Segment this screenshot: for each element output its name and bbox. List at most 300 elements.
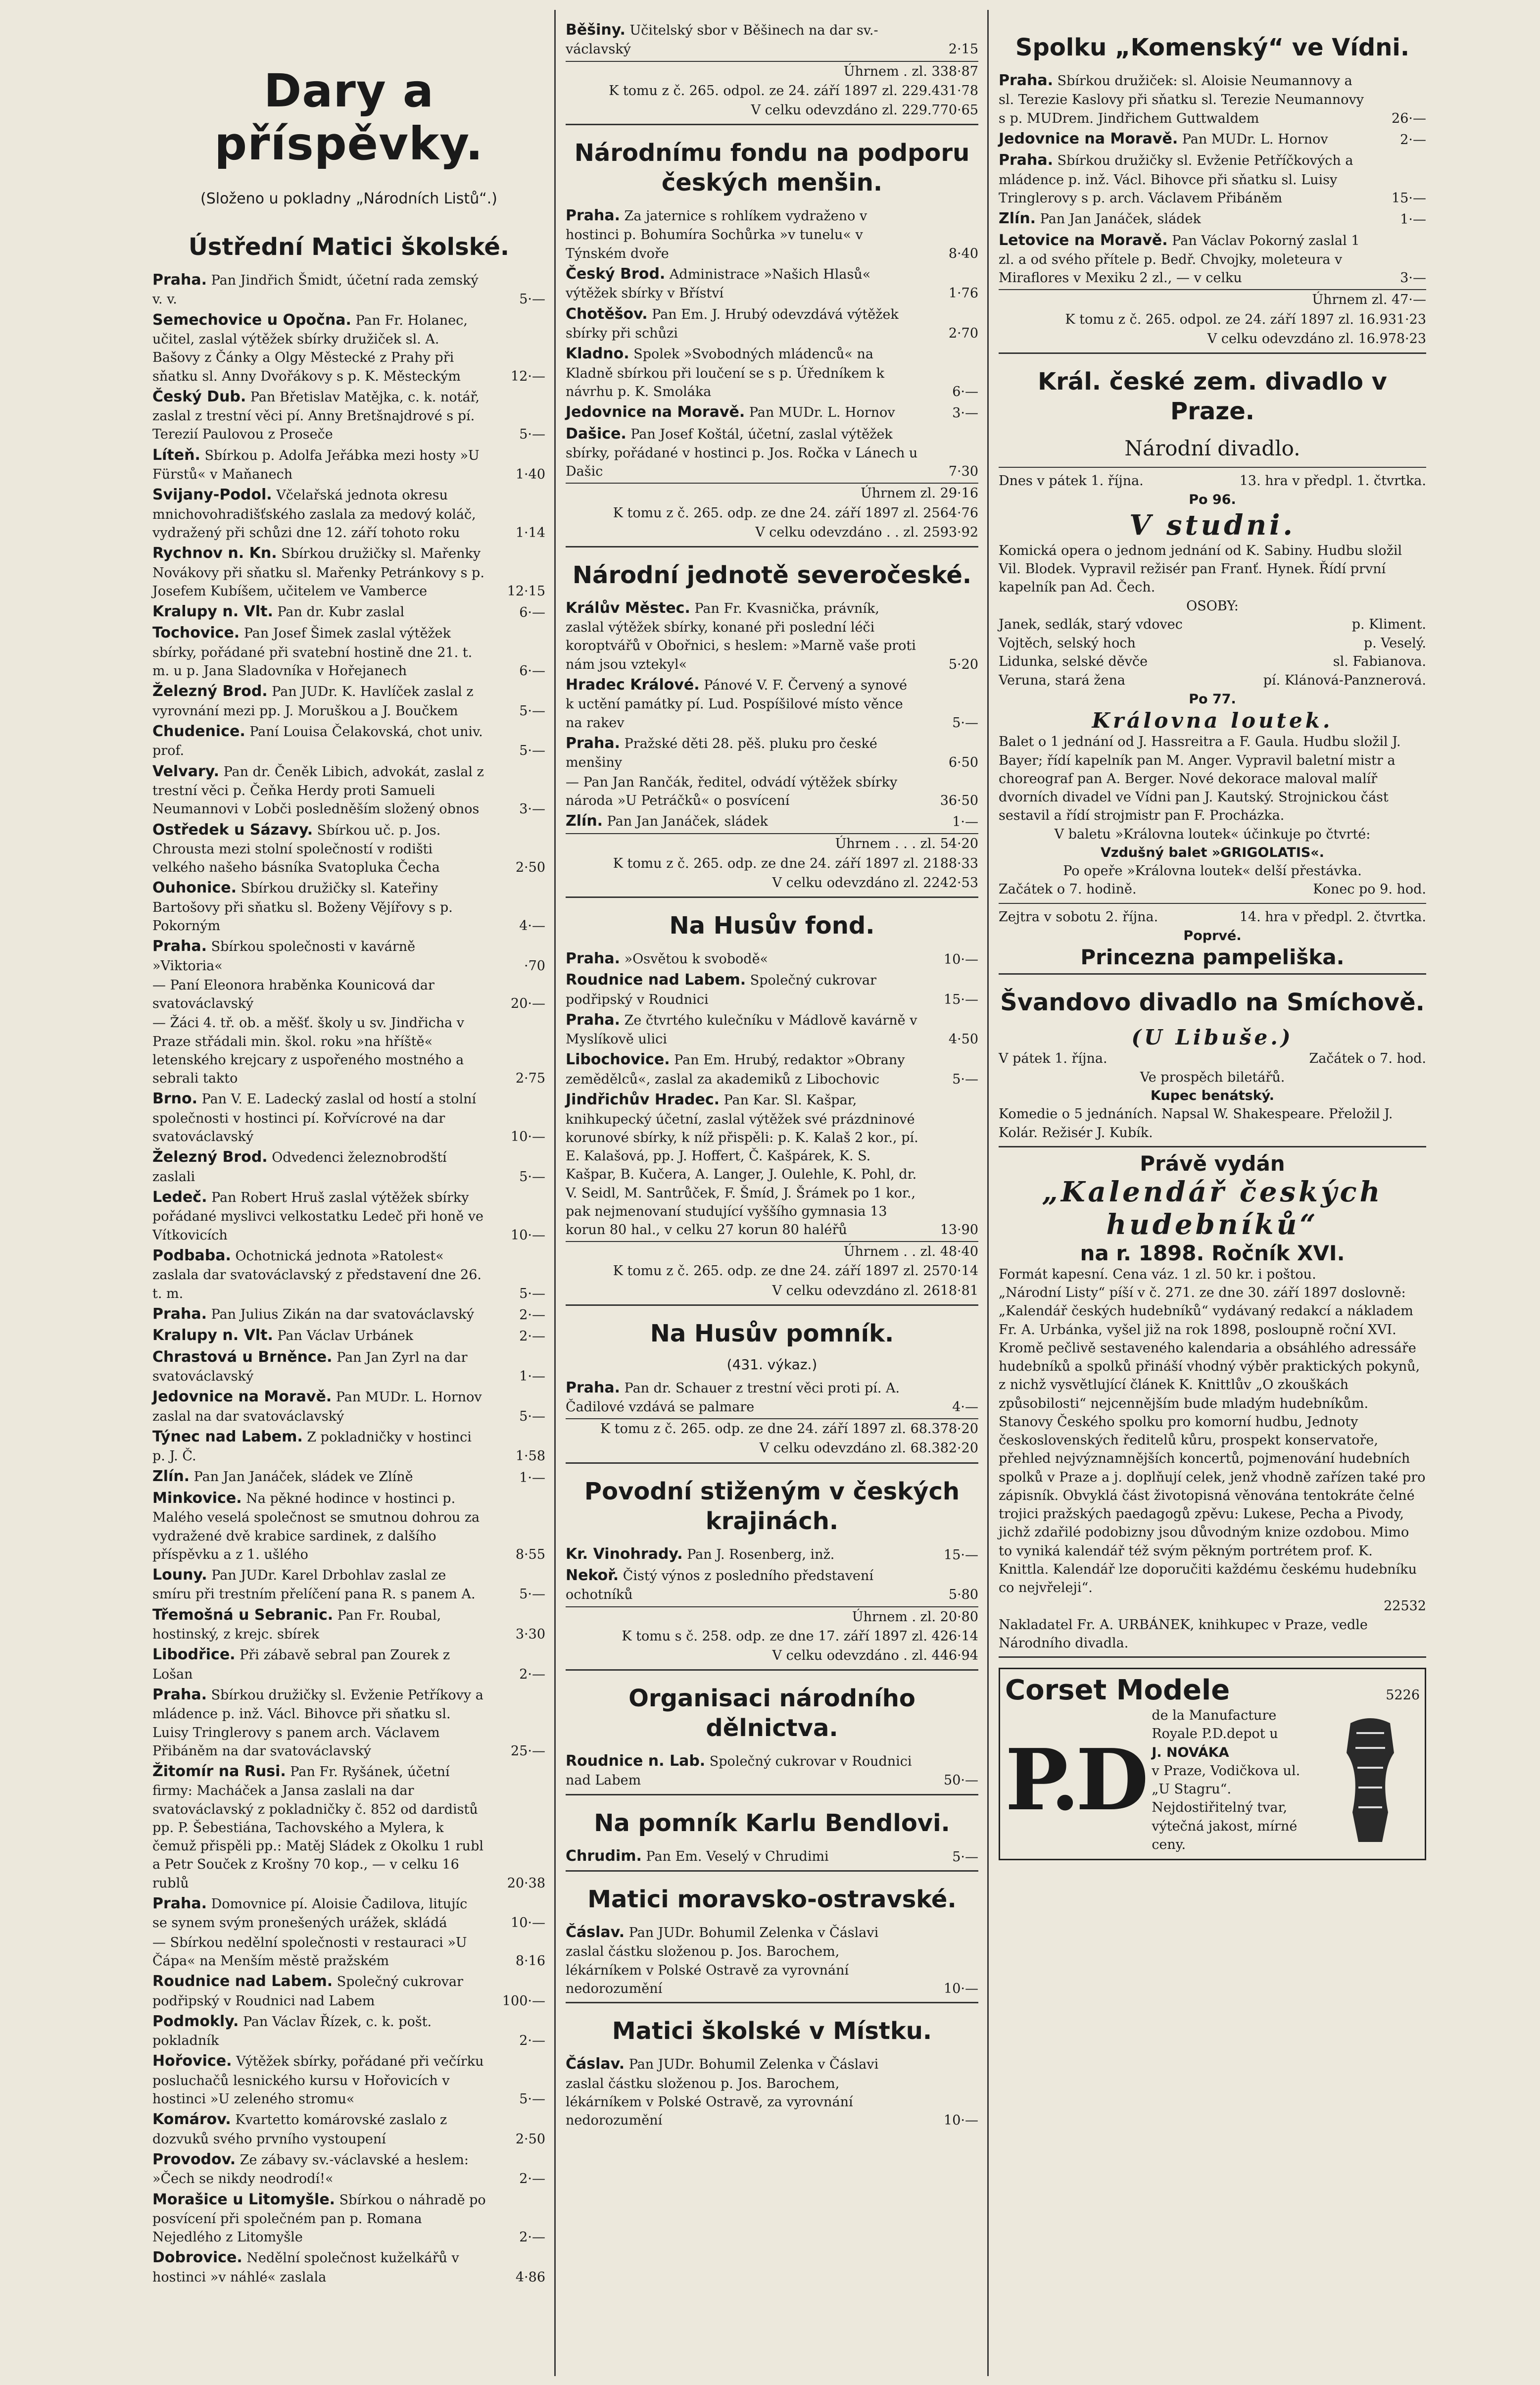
entry-text: Společný cukrovar podřipský v Roudnici	[566, 973, 877, 1007]
entry-place: Velvary.	[152, 762, 219, 780]
divider	[999, 973, 1426, 975]
sum-line	[566, 1241, 978, 1261]
entry-amount: 2·—	[519, 1666, 545, 1682]
entry-amount: 12·—	[511, 368, 545, 384]
entry-text: Výtěžek sbírky, pořádané při večírku posluchačů lesnického kursu v Hořovicích v hostinci »U zeleného stromu«	[152, 2054, 484, 2107]
sum-line	[999, 289, 1426, 309]
donation-entry	[152, 1934, 545, 1971]
entry-place: Jedovnice na Moravě.	[999, 130, 1178, 148]
divider	[566, 124, 978, 125]
column-notices	[990, 0, 1435, 2385]
play2-description: Balet o 1 jednání od J. Hassreitra a F. Gaula. Hudbu složil J. Bayer; řídí kapelník pan M. Anger. Vypravil baletní mistr a choreograf pan A. Berger. Nové dekorace maloval malíř dvorních divadel ve Vídni pan J. Kautský. Strojnickou část sestavil a řídí strojmistr pan F. Procházka.	[999, 734, 1401, 824]
cast-role: Vojtěch, selský hoch	[999, 635, 1136, 651]
sum-value: 20·80	[940, 1609, 978, 1625]
entry-amount: 20·—	[511, 996, 545, 1012]
donation-entry	[566, 1378, 978, 1417]
sum-label: V celku odevzdáno zl.	[772, 875, 919, 891]
entry-text: Nedělní společnost kuželkářů v hostinci »v náhlé« zaslala	[152, 2250, 459, 2285]
entry-text: — Sbírkou nedělní společnosti v restauraci »U Čápa« na Menším městě pražském	[152, 1935, 467, 1969]
sum-label: V celku odevzdáno . . zl.	[755, 524, 919, 540]
entry-text: Ze čtvrtého kulečníku v Mádlově kavárně v Myslíkově ulici	[566, 1012, 917, 1047]
entry-place: Týnec nad Labem.	[152, 1428, 303, 1445]
entry-text: Pan MUDr. L. Hornov zaslal na dar svatováclavský	[152, 1390, 482, 1424]
donation-entry	[999, 208, 1426, 229]
kalendar-code: 22532	[1384, 1598, 1426, 1614]
entry-text: Pan JUDr. Karel Drbohlav zaslal ze smíru při trestním přelíčení pana R. s panem A.	[152, 1568, 476, 1602]
page-title: Dary a příspěvky.	[214, 64, 483, 170]
donation-list	[152, 270, 545, 2286]
entry-text: Pan JUDr. Bohumil Zelenka v Čáslavi zaslal částku složenou p. Jos. Barochem, lékárníkem v Polské Ostravě za vyrovnání nedorozumění	[566, 1925, 879, 1996]
kalendar-pre: Právě vydán	[1140, 1151, 1285, 1176]
entry-place: Dobrovice.	[152, 2249, 242, 2267]
donation-entry	[152, 445, 545, 484]
entry-amount: 1·58	[515, 1448, 545, 1464]
entry-place: Praha.	[152, 938, 207, 955]
entry-text: Pan Břetislav Matějka, c. k. notář, zaslal z trestní věci pí. Anny Bretšnajdrové s pí. Terezií Paulovou z Proseče	[152, 389, 480, 443]
donation-entry	[566, 1544, 978, 1564]
sum-label: K tomu z č. 265. odpol. ze 24. září 1897 zl.	[1065, 311, 1354, 327]
top-entry	[566, 20, 978, 59]
sum-line	[999, 329, 1426, 348]
entry-place: Chotěšov.	[566, 305, 648, 323]
entry-place: Hradec Králové.	[566, 676, 700, 694]
entry-amount: 2·50	[515, 860, 545, 876]
entry-place: Český Dub.	[152, 388, 246, 405]
sum-label: V celku odevzdáno zl.	[751, 102, 898, 118]
donation-entry	[152, 2149, 545, 2188]
donation-entry	[152, 1187, 545, 1244]
entry-amount: 15·—	[944, 992, 978, 1007]
entry-amount: 8·16	[515, 1953, 545, 1969]
sum-value: 48·40	[940, 1244, 978, 1260]
sum-label: K tomu z č. 265. odpol. ze 24. září 1897 zl.	[609, 83, 898, 99]
komensky-list	[999, 70, 1426, 287]
entry-text: Na pěkné hodince v hostinci p. Malého veselá společnost se smutnou dohrou za vydražené dvě krabice sardinek, z dalšího příspěvku a z 1. ušlého	[152, 1491, 480, 1562]
svandovo-benefit: Ve prospěch biletářů.	[1140, 1069, 1285, 1085]
cast-row	[999, 615, 1426, 634]
section-heading: Národnímu fondu na podporu českých menšin.	[574, 139, 970, 197]
cast-actor: sl. Fabianova.	[1333, 654, 1426, 670]
entry-amount: 2·75	[515, 1071, 545, 1087]
donation-entry	[152, 936, 545, 975]
entry-text: Pan Václav Řízek, c. k. pošt. pokladník	[152, 2014, 432, 2049]
sum-value: 2570·14	[923, 1263, 978, 1279]
donation-entry	[152, 820, 545, 877]
entry-text: Pan Jan Zyrl na dar svatováclavský	[152, 1349, 468, 1384]
donation-entry	[566, 424, 978, 481]
section-heading: Národní jednotě severočeské.	[572, 561, 972, 589]
entry-amount: 2·—	[519, 2033, 545, 2049]
divider	[999, 467, 1426, 468]
kalendar-publisher: Nakladatel Fr. A. URBÁNEK, knihkupec v Praze, vedle Národního divadla.	[999, 1617, 1368, 1651]
donation-entry	[152, 485, 545, 542]
sum-line	[566, 100, 978, 120]
entry-text: Pan Josef Koštál, účetní, zaslal výtěžek sbírky, pořádané v hostinci p. Jos. Ročka v Lánech u Dašic	[566, 426, 918, 480]
donation-entry	[152, 721, 545, 760]
corset-text-top: de la Manufacture Royale P.D.depot u	[1152, 1708, 1278, 1742]
donation-entry	[152, 1147, 545, 1186]
donation-entry	[566, 1922, 978, 1998]
svandovo-start: Začátek o 7. hod.	[1309, 1051, 1426, 1067]
entry-amount: 3·—	[519, 801, 545, 817]
cast-heading: OSOBY:	[1186, 598, 1239, 614]
fund-entry-list	[566, 2054, 978, 2130]
donation-entry	[152, 1644, 545, 1684]
entry-text: Sbírkou družičky sl. Evženie Petříkovy a mládence p. inž. Václ. Bihovce při sňatku sl. Luisy Tringlerovy s panem arch. Václavem Přibáněm na dar svatováclavský	[152, 1687, 483, 1759]
entry-text: Sbírkou družičky sl. Kateřiny Bartošovy při sňatku sl. Boženy Vějířovy s p. Pokorným	[152, 881, 453, 934]
sum-value: 2242·53	[923, 875, 978, 891]
entry-amount: 10·—	[944, 2113, 978, 2129]
svandovo-date-row	[999, 1049, 1426, 1068]
entry-place: Libodřice.	[152, 1646, 236, 1664]
theatre-subtitle: Národní divadlo.	[1124, 436, 1300, 460]
entry-text: Pan Fr. Holanec, učitel, zaslal výtěžek sbírky družiček sl. A. Bašovy z Čánky a Olgy Městecké z Prahy při sňatku sl. Anny Dvořákovy s p. K. Městeckým	[152, 312, 468, 384]
sum-line	[566, 1281, 978, 1300]
sum-label: Úhrnem zl.	[861, 486, 936, 501]
entry-place: Praha.	[999, 151, 1054, 169]
entry-amount: 4·—	[952, 1399, 978, 1415]
entry-text: Sbírkou uč. p. Jos. Chrousta mezi stolní společností v rodišti velkého našeho básníka Svatopluka Čecha	[152, 822, 441, 876]
sum-label: K tomu z č. 265. odp. ze dne 24. září 1897 zl.	[613, 855, 919, 871]
entry-place: Letovice na Moravě.	[999, 231, 1168, 249]
entry-text: Pánové V. F. Červený a synové k uctění památky pí. Lud. Pospíšilové místo věnce na rakev	[566, 677, 908, 731]
donation-entry	[152, 1325, 545, 1345]
entry-amount: 2·50	[515, 2131, 545, 2147]
donation-entry	[152, 1893, 545, 1933]
entry-text: Pan Fr. Ryšánek, účetní firmy: Macháček a Jansa zaslali na dar svatováclavský z pokladničky č. 852 od dardistů pp. P. Šebestiána, Tachovského a Mylera, k čemuž přispěli pp.: Matěj Sládek z Okolku 1 rubl a Petr Souček z Krošny 70 kop., — v celku 16 rublů	[152, 1764, 483, 1891]
entry-amount: 2·15	[948, 42, 978, 57]
entry-place: Kr. Vinohrady.	[566, 1545, 683, 1563]
entry-text: Spolek »Svobodných mládenců« na Kladně sbírkou při loučení se s p. Úředníkem k návrhu p. K. Smoláka	[566, 347, 884, 399]
entry-place: Praha.	[566, 1011, 621, 1029]
entry-amount: 1·—	[519, 1470, 545, 1486]
entry-amount: 5·—	[519, 703, 545, 719]
top-sums	[566, 61, 978, 120]
entry-place: Praha.	[152, 1686, 207, 1703]
fund-entry-list	[566, 1846, 978, 1866]
fund-sections	[566, 124, 978, 2130]
entry-amount: 4·86	[515, 2269, 545, 2285]
entry-text: — Žáci 4. tř. ob. a měšť. školy u sv. Jindřicha v Praze střádali min. škol. roku »na hříště« letenského krejcary z uspořeného mostného a sebrali takto	[152, 1015, 465, 1087]
donation-entry	[999, 129, 1426, 149]
donation-entry	[566, 1049, 978, 1089]
divider	[566, 546, 978, 547]
kalendar-quote-intro: „Národní Listy“ píší v č. 271. ze dne 30. září 1897 doslovně:	[999, 1285, 1406, 1301]
entry-place: Svijany-Podol.	[152, 486, 272, 504]
entry-place: Čáslav.	[566, 1924, 625, 1941]
entry-amount: 36·50	[940, 793, 978, 808]
entry-text: Kvartetto komárovské zaslalo z dozvuků svého prvního vystoupení	[152, 2112, 447, 2147]
entry-amount: 5·80	[948, 1587, 978, 1603]
divider	[999, 1146, 1426, 1147]
donation-entry	[566, 948, 978, 969]
column-rule	[987, 10, 989, 2376]
entry-text: Ze zábavy sv.-václavské a heslem: »Čech se nikdy neodrodí!«	[152, 2152, 469, 2187]
section-heading: Matici školské v Místku.	[612, 2017, 932, 2045]
ballet-note: V baletu »Královna loutek« účinkuje po čtvrté:	[1054, 826, 1371, 842]
sum-value: 446·94	[931, 1647, 978, 1663]
entry-text: Sbírkou p. Adolfa Jeřábka mezi hosty »U Fürstů« v Maňanech	[152, 447, 480, 483]
sum-label: K tomu z č. 265. odp. ze dne 24. září 1897 zl.	[600, 1421, 906, 1437]
entry-text: Ochotnická jednota »Ratolest« zaslala dar svatováclavský z představení dne 26. t. m.	[152, 1248, 481, 1301]
entry-text: Pan V. E. Ladecký zaslal od hostí a stolní společnosti v hostinci pí. Kořvícrové na dar svatováclavský	[152, 1092, 477, 1145]
entry-text: Pan Jan Janáček, sládek	[607, 814, 768, 829]
sum-label: Úhrnem . zl.	[852, 1609, 936, 1625]
donation-entry	[152, 2189, 545, 2247]
entry-amount: 15·—	[944, 1547, 978, 1563]
entry-amount: 100·—	[502, 1993, 545, 2009]
play-title: V studni.	[1129, 508, 1296, 542]
kalendar-year: na r. 1898. Ročník XVI.	[1080, 1241, 1345, 1265]
entry-text: Pan Kar. Sl. Kašpar, knihkupecký účetní, zaslal výtěžek své prázdninové korunové sbírky, k níž přispěli: p. K. Kalaš 2 kor., pí. E. Kalašová, pp. J. Hoffert, Č. Kašpárek, K. S. Kašpar, B. Kučera, A. Langer, J. Oulehle, K. Pohl, dr. V. Seidl, M. Santrůček, F. Šmíd, J. Šrámek po 1 kor., pak nejmenovaní studující vyššího gymnasia 13 korun 80 hal., v celku 27 korun 80 haléřů	[566, 1093, 918, 1238]
entry-amount: 3·—	[952, 405, 978, 421]
donation-entry	[152, 761, 545, 819]
cast-role: Lidunka, selské děvče	[999, 654, 1148, 670]
entry-amount: 2·—	[519, 2230, 545, 2245]
ballet-guest: Vzdušný balet »GRIGOLATIS«.	[1100, 845, 1325, 860]
entry-text: Pan Julius Zikán na dar svatováclavský	[211, 1306, 474, 1322]
fund-entry-list	[566, 598, 978, 832]
entry-text: Pan dr. Čeněk Libich, advokát, zaslal z trestní věci p. Čeňka Herdy proti Samueli Neumannovi v Lobči posledněším složený obnos	[152, 764, 484, 817]
sum-line	[566, 483, 978, 503]
entry-amount: 5·—	[952, 1849, 978, 1865]
section-heading: Na pomník Karlu Bendlovi.	[594, 1809, 950, 1837]
divider	[999, 1656, 1426, 1658]
corset-logo-letters: P.D	[1005, 1731, 1145, 1830]
donation-entry	[152, 2011, 545, 2050]
svandovo-desc: Komedie o 5 jednáních. Napsal W. Shakespeare. Přeložil J. Kolár. Režisér J. Kubík.	[999, 1106, 1393, 1141]
section-heading: Ústřední Matici školské.	[188, 233, 510, 261]
cast-actor: p. Veselý.	[1363, 635, 1426, 651]
section-heading: Povodní stiženým v českých krajinách.	[584, 1477, 960, 1535]
donation-entry	[566, 344, 978, 401]
sum-value: 2618·81	[923, 1283, 978, 1298]
entry-place: Minkovice.	[152, 1489, 242, 1507]
divider	[566, 2002, 978, 2003]
entry-amount: 6·—	[952, 384, 978, 399]
entry-amount: 10·—	[944, 951, 978, 967]
entry-place: Zlín.	[152, 1468, 190, 1486]
entry-text: Pan Josef Šimek zaslal výtěžek sbírky, pořádané při svatební hostině dne 21. t. m. u p. Jana Sladovníka v Hořejanech	[152, 626, 473, 679]
entry-place: Třemošná u Sebranic.	[152, 1606, 334, 1624]
entry-amount: 1·14	[515, 525, 545, 541]
entry-place: Louny.	[152, 1566, 207, 1584]
sum-label: V celku odevzdáno zl.	[1207, 331, 1354, 347]
sum-line	[566, 503, 978, 523]
fund-entry-list	[566, 1922, 978, 1998]
entry-amount: 50·—	[944, 1773, 978, 1789]
entry-amount: 1·—	[519, 1368, 545, 1384]
entry-amount: 5·—	[952, 715, 978, 731]
fund-sums	[566, 1241, 978, 1300]
kalendar-format: Formát kapesní. Cena váz. 1 zl. 50 kr. i poštou.	[999, 1266, 1316, 1282]
corset-code: 5226	[1386, 1688, 1420, 1703]
entry-text: Čistý výnos z posledního představení ochotníků	[566, 1568, 874, 1603]
sum-value: 229.770·65	[902, 102, 978, 118]
donation-entry	[999, 70, 1426, 128]
entry-amount: 2·70	[948, 325, 978, 341]
entry-text: Pan dr. Kubr zaslal	[277, 604, 405, 620]
svandovo-date: V pátek 1. října.	[999, 1051, 1107, 1067]
theatre-date: Dnes v pátek 1. října.	[999, 473, 1144, 489]
entry-place: Brno.	[152, 1090, 198, 1108]
entry-place: Chudenice.	[152, 723, 245, 741]
ballet-after: Po opeře »Královna loutek« delší přestávka.	[1063, 863, 1362, 879]
entry-place: Semechovice u Opočna.	[152, 311, 351, 329]
entry-place: Čáslav.	[566, 2055, 625, 2073]
column-funds	[557, 0, 987, 2385]
fund-sums	[566, 1606, 978, 1665]
tomorrow-first: Poprvé.	[1183, 928, 1242, 944]
divider	[999, 352, 1426, 354]
komensky-sums	[999, 289, 1426, 348]
donation-entry	[999, 150, 1426, 207]
play2-number: Po 77.	[1189, 692, 1236, 707]
section-subtitle: (431. výkaz.)	[726, 1356, 818, 1373]
play2-title: Královna loutek.	[1092, 708, 1333, 733]
entry-amount: 10·—	[511, 1227, 545, 1243]
entry-place: Roudnice n. Lab.	[566, 1752, 706, 1770]
donation-entry	[566, 970, 978, 1009]
sum-line	[566, 1646, 978, 1665]
entry-amount: 5·—	[519, 743, 545, 759]
divider	[566, 1462, 978, 1464]
entry-amount: 4·50	[948, 1032, 978, 1047]
entry-text: Při zábavě sebral pan Zourek z Lošan	[152, 1647, 450, 1682]
tomorrow-date: Zejtra v sobotu 2. října.	[999, 909, 1158, 925]
donation-entry	[152, 1245, 545, 1303]
theatre-date-row	[999, 472, 1426, 491]
cast-role: Veruna, stará žena	[999, 673, 1126, 689]
sum-line	[999, 310, 1426, 329]
entry-text: Pan JUDr. Bohumil Zelenka v Čáslavi zaslal částku složenou p. Jos. Barochem, lékárníkem v Polské Ostravě, za vyrovnání nedorozumění	[566, 2057, 879, 2129]
entry-amount: 10·—	[511, 1129, 545, 1145]
entry-amount: 2·—	[519, 1329, 545, 1344]
entry-amount: 5·—	[519, 1587, 545, 1602]
end-time: Konec po 9. hod.	[1313, 882, 1426, 897]
entry-place: Ouhonice.	[152, 879, 237, 897]
donation-entry	[152, 1466, 545, 1487]
entry-place: Tochovice.	[152, 624, 240, 642]
entry-place: Komárov.	[152, 2111, 231, 2129]
donation-entry	[152, 878, 545, 935]
donation-entry	[152, 270, 545, 309]
entry-text: Pan Václav Pokorný zaslal 1 zl. a od svého přítele p. Bedř. Chvojky, moleteura v Miraflores v Mexiku 2 zl., — v celku	[999, 233, 1360, 286]
tomorrow-title: Princezna pampeliška.	[1080, 945, 1345, 970]
sum-line	[566, 1606, 978, 1627]
entry-place: Praha.	[566, 207, 621, 225]
donation-entry	[566, 733, 978, 772]
donation-entry	[152, 1427, 545, 1466]
entry-place: Ostředek u Sázavy.	[152, 821, 313, 839]
entry-text: Odvedenci železnobrodští zaslali	[152, 1150, 447, 1185]
entry-place: Libochovice.	[566, 1051, 670, 1069]
entry-text: Sbírkou o náhradě po posvícení při společném pan p. Romana Nejedlého z Litomyšle	[152, 2192, 486, 2245]
entry-place: Králův Městec.	[566, 599, 690, 617]
donation-entry	[152, 1488, 545, 1564]
play-number: Po 96.	[1189, 492, 1236, 507]
entry-amount: 3·—	[1400, 270, 1426, 286]
theatre-title: Král. české zem. divadlo v Praze.	[1038, 367, 1387, 425]
entry-text: Pan Václav Urbánek	[277, 1328, 414, 1344]
donation-entry	[152, 1565, 545, 1604]
sum-value: 68.382·20	[910, 1441, 978, 1456]
fund-entry-list	[566, 205, 978, 481]
donation-entry	[152, 1347, 545, 1386]
entry-text: Pan MUDr. L. Hornov	[1182, 131, 1328, 147]
start-time: Začátek o 7. hodině.	[999, 882, 1137, 897]
entry-amount: 20·38	[507, 1875, 545, 1891]
entry-place: Ledeč.	[152, 1189, 207, 1206]
entry-text: Administrace »Našich Hlasů« výtěžek sbírky v Bříství	[566, 266, 871, 301]
entry-place: Praha.	[152, 271, 207, 289]
sum-value: 29·16	[940, 486, 978, 501]
entry-amount: 5·—	[519, 1408, 545, 1424]
entry-place: Roudnice nad Labem.	[152, 1973, 333, 1990]
sum-label: V celku odevzdáno . zl.	[772, 1647, 927, 1663]
cast-row	[999, 671, 1426, 690]
entry-amount: 6·50	[948, 755, 978, 771]
entry-amount: 6·—	[519, 663, 545, 679]
fund-entry-list	[566, 1544, 978, 1604]
donation-entry	[566, 20, 978, 59]
corset-figure-icon	[1321, 1713, 1420, 1847]
entry-text: Pan JUDr. K. Havlíček zaslal z vyrovnání mezi pp. J. Moruškou a J. Boučkem	[152, 684, 474, 719]
entry-place: Rychnov n. Kn.	[152, 545, 277, 562]
entry-place: Praha.	[566, 1379, 621, 1396]
sum-value: 54·20	[940, 836, 978, 852]
entry-amount: 5·—	[519, 292, 545, 307]
donation-entry	[566, 675, 978, 732]
entry-place: Kladno.	[566, 345, 629, 363]
entry-place: Kralupy n. Vlt.	[152, 1327, 273, 1344]
entry-place: Zlín.	[999, 210, 1036, 228]
sum-label: V celku odevzdáno zl.	[772, 1283, 919, 1298]
entry-place: Podmokly.	[152, 2012, 239, 2030]
entry-place: Dašice.	[566, 425, 626, 443]
entry-text: Pan Robert Hruš zaslal výtěžek sbírky pořádané myslivci velkostatku Ledeč při honě ve Vítkovicích	[152, 1190, 484, 1243]
entry-amount: 25·—	[511, 1743, 545, 1759]
column-rule	[554, 10, 556, 2376]
theatre-series: 13. hra v předpl. 1. čtvrtka.	[1239, 473, 1426, 489]
entry-amount: 8·40	[948, 246, 978, 261]
cast-role: Janek, sedlák, starý vdovec	[999, 616, 1183, 632]
entry-place: Praha.	[152, 1894, 207, 1912]
sum-value: 16.931·23	[1358, 311, 1426, 327]
kalendar-quote: „Kalendář českých hudebníků“ vydávaný redakcí a nákladem Fr. A. Urbánka, vyšel již na rok 1898, posloupně roční XVI. Kromě pečlivě sestaveného kalendaria a obsáhlého adressáře hudebníků a spolků přináší vhodný výběr praktických pokynů, z nichž vysvětlující článek K. Knittlův „O zkouškách způsobilosti“ nejcennějším bude mladým hudebníkům. Stanovy Českého spolku pro komorní hudbu, Jednoty československých ředitelů kůru, prospekt konservatoře, přehled nejvýznamnějších koncertů, pojmenování hudebních spolků v Praze a j. doplňují celek, jenž vhodně zařízen také pro zápisník. Obvyklá část životopisná věnována tentokráte čelné trojici pražských paedagogů zpěvu: Lukese, Pecha a Pivody, jichž zdařilé podobizny jsou důvodným knize ozdobou. Mimo to vyniká kalendář též svým pěkným portrétem prof. K. Knittla. Kalendář lze doporučiti každému českému hudebníku co nejvřeleji“.	[999, 1303, 1426, 1596]
entry-amount: ·70	[524, 958, 545, 974]
entry-text: — Pan Jan Rančák, ředitel, odvádí výtěžek sbírky národa »U Petráčků« o posvícení	[566, 774, 898, 808]
donation-entry	[152, 1014, 545, 1088]
donation-entry	[152, 2247, 545, 2286]
entry-text: Společný cukrovar v Roudnici nad Labem	[566, 1754, 912, 1789]
donation-entry	[566, 205, 978, 263]
kalendar-title: „Kalendář českých hudebníků“	[1042, 1175, 1383, 1241]
page-subtitle: (Složeno u pokladny „Národních Listů“.)	[200, 190, 497, 207]
entry-amount: 12·15	[507, 583, 545, 599]
svandovo-play: Kupec benátský.	[1150, 1088, 1275, 1104]
entry-amount: 1·76	[948, 286, 978, 301]
fund-entry-list	[566, 948, 978, 1239]
entry-amount: 8·55	[515, 1546, 545, 1562]
sum-label: Úhrnem . zl.	[843, 63, 927, 79]
entry-amount: 4·—	[519, 918, 545, 934]
donation-entry	[152, 976, 545, 1013]
svandovo-title: Švandovo divadlo na Smíchově.	[1000, 989, 1425, 1017]
donation-entry	[152, 601, 545, 622]
sum-label: K tomu z č. 265. odp. ze dne 24. září 1897 zl.	[613, 505, 919, 521]
divider	[566, 1669, 978, 1671]
